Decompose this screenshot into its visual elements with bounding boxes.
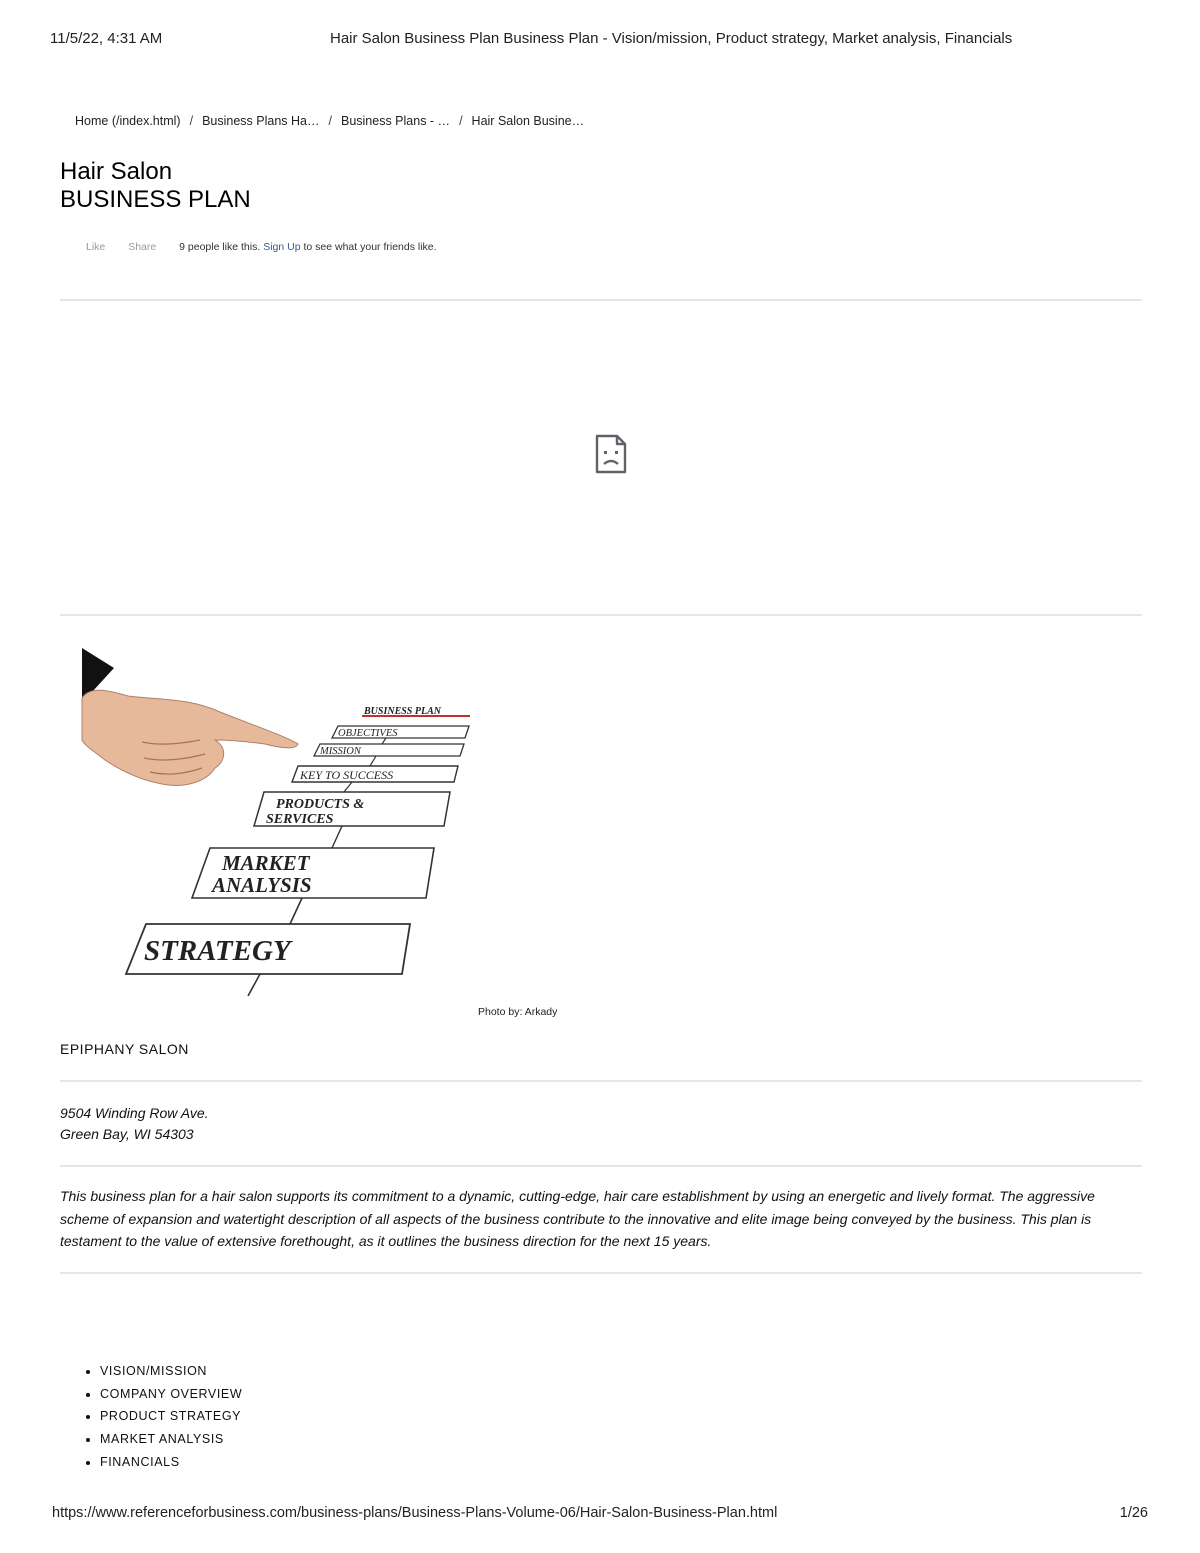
breadcrumb-business-plans-volume[interactable]: Business Plans - …: [340, 114, 451, 128]
facebook-like-bar: [86, 241, 437, 253]
address-line1: 9504 Winding Row Ave.: [60, 1105, 209, 1121]
diagram-label-analysis: ANALYSIS: [212, 873, 312, 897]
table-of-contents: [80, 1360, 242, 1473]
print-datetime: 11/5/22, 4:31 AM: [50, 30, 163, 47]
toc-item-product-strategy[interactable]: • PRODUCT STRATEGY: [100, 1405, 242, 1428]
business-plan-diagram-image: [80, 640, 480, 1000]
page-title-line2: BUSINESS PLAN: [60, 186, 251, 213]
page-title: [60, 158, 251, 214]
divider: [60, 1165, 1142, 1167]
diagram-label-business-plan: BUSINESS PLAN: [364, 706, 441, 717]
address-line2: Green Bay, WI 54303: [60, 1126, 194, 1142]
share-button[interactable]: Share: [128, 241, 157, 253]
breadcrumb: [75, 114, 584, 128]
breadcrumb-separator: /: [189, 114, 194, 128]
print-header: [50, 30, 1150, 50]
company-address: [60, 1103, 209, 1145]
plan-summary: This business plan for a hair salon supports its commitment to a dynamic, cutting-edge, hair care establishment by using an energetic and lively format. The aggressive scheme of expansion and watertight description of all aspects of the business contribute to the innovative and elite image being conveyed by the business. This plan is testament to the value of extensive forethought, as it outlines the business direction for the next 15 years.: [60, 1188, 1095, 1249]
signup-suffix-text: to see what your friends like.: [303, 241, 437, 253]
diagram-label-strategy: STRATEGY: [144, 935, 291, 967]
divider: [60, 299, 1142, 301]
print-page-title: Hair Salon Business Plan Business Plan - Vision/mission, Product strategy, Market analysis, Financials: [330, 30, 1013, 47]
diagram-label-products: PRODUCTS &: [276, 797, 365, 812]
diagram-label-services: SERVICES: [266, 812, 334, 827]
toc-item-company-overview[interactable]: • COMPANY OVERVIEW: [100, 1383, 242, 1406]
divider: [60, 614, 1142, 616]
likes-count-text: 9 people like this.: [179, 241, 261, 253]
breadcrumb-business-plans-handbooks[interactable]: Business Plans Ha…: [202, 114, 320, 128]
ad-slot: [60, 303, 1142, 613]
diagram-label-market: MARKET: [222, 851, 310, 875]
page-title-line1: Hair Salon: [60, 158, 173, 185]
like-button[interactable]: Like: [86, 241, 106, 253]
toc-item-financials[interactable]: • FINANCIALS: [100, 1451, 242, 1474]
page-number: 1/26: [1119, 1505, 1148, 1521]
photo-caption: Photo by: Arkady: [478, 1006, 558, 1018]
breadcrumb-current-page[interactable]: Hair Salon Busine…: [471, 114, 585, 128]
divider: [60, 1272, 1142, 1274]
diagram-label-key-to-success: KEY TO SUCCESS: [300, 768, 394, 782]
breadcrumb-separator: /: [459, 114, 463, 128]
toc-item-market-analysis[interactable]: • MARKET ANALYSIS: [100, 1428, 242, 1451]
breadcrumb-home[interactable]: Home (/index.html): [75, 114, 181, 128]
breadcrumb-separator: /: [328, 114, 332, 128]
diagram-label-objectives: OBJECTIVES: [338, 728, 398, 739]
toc-item-vision-mission[interactable]: • VISION/MISSION: [100, 1360, 242, 1383]
divider: [60, 1080, 1142, 1082]
signup-link[interactable]: Sign Up: [263, 241, 301, 253]
broken-image-icon: [594, 433, 628, 475]
page-url: https://www.referenceforbusiness.com/business-plans/Business-Plans-Volume-06/Hair-Salon-Business-Plan.html: [52, 1505, 778, 1521]
diagram-label-mission: MISSION: [320, 746, 361, 757]
company-name: EPIPHANY SALON: [60, 1041, 189, 1057]
